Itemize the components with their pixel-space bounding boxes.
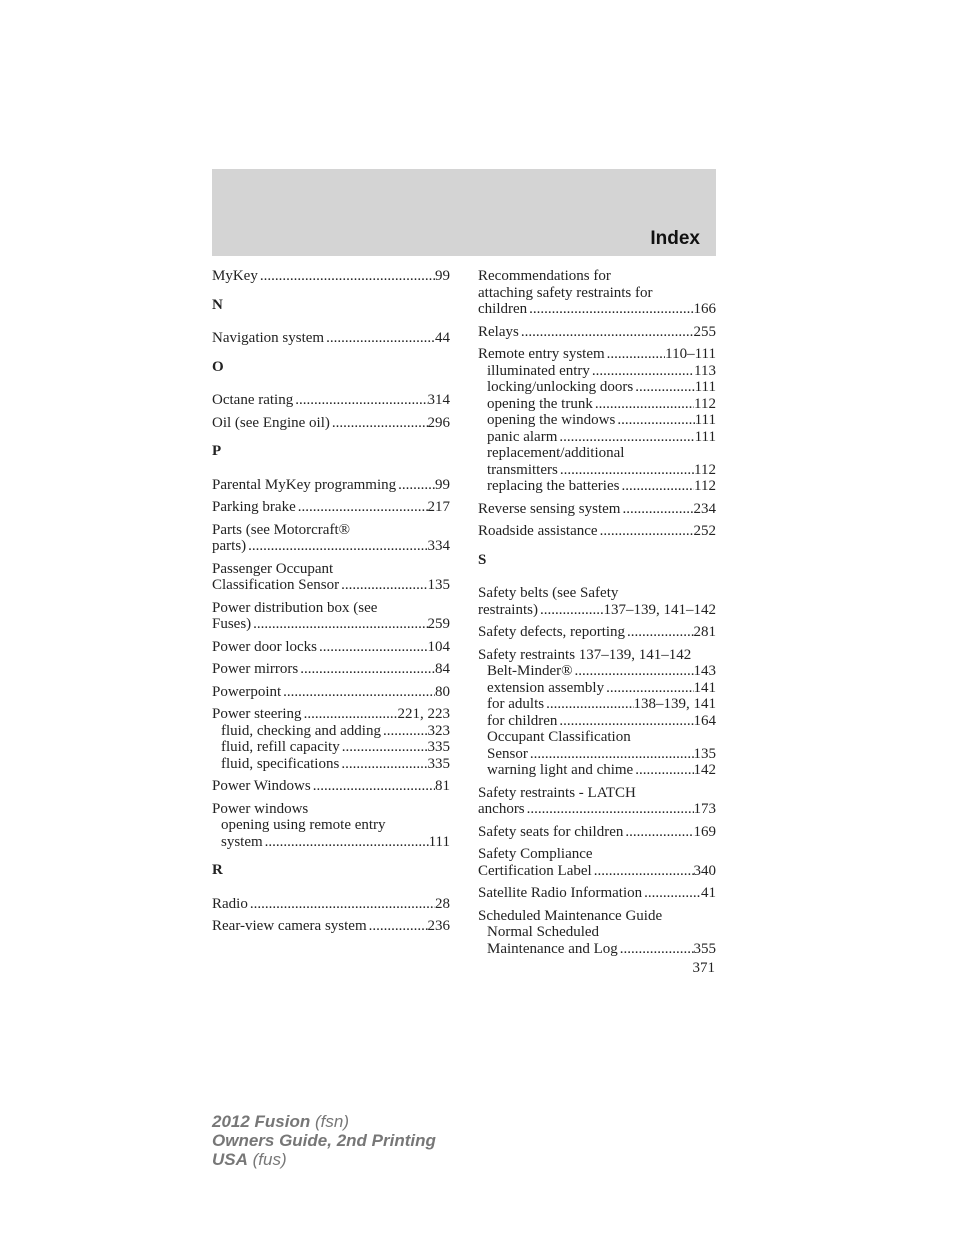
- entry-text: Safety defects, reporting: [478, 624, 626, 640]
- leader-dots: [590, 363, 694, 380]
- index-subentry-line: [478, 746, 716, 763]
- entry-text: parts): [212, 538, 247, 554]
- leader-dots: [618, 941, 694, 958]
- index-entry-line: [212, 538, 450, 555]
- entry-page-ref: 169: [693, 823, 716, 840]
- entry-page-ref: 221, 223: [397, 706, 450, 722]
- section-letter: S: [478, 551, 487, 568]
- entry-page-ref: 113: [694, 362, 716, 379]
- index-entry: [212, 392, 450, 409]
- page-number: 371: [692, 960, 715, 976]
- index-entry-line: [478, 324, 716, 341]
- section-letter: N: [212, 296, 223, 313]
- entry-page-ref: 296: [427, 414, 450, 431]
- index-entry: [212, 918, 450, 935]
- entry-page-ref: 252: [693, 523, 716, 539]
- section-letter: P: [212, 443, 222, 459]
- entry-text: Octane rating: [212, 392, 294, 408]
- leader-dots: [528, 746, 694, 763]
- index-entry: [478, 908, 716, 958]
- entry-text: locking/unlocking doors: [487, 379, 634, 395]
- index-entry-line: [478, 846, 716, 863]
- index-entry: [212, 600, 450, 633]
- entry-page-ref: 137–139, 141–142: [603, 601, 716, 618]
- entry-page-ref: 80: [435, 683, 450, 700]
- entry-page-ref: 41: [701, 885, 716, 901]
- entry-text: Power Windows: [212, 778, 311, 794]
- index-entry-line: [478, 585, 716, 602]
- index-entry: [212, 477, 450, 494]
- index-subentry-line: [478, 663, 716, 680]
- index-entry-line: [212, 415, 450, 432]
- index-subentry-line: [478, 429, 716, 446]
- entry-page-ref: 314: [427, 392, 450, 408]
- index-entry: [212, 706, 450, 772]
- entry-text: Power windows: [212, 800, 309, 817]
- entry-text: Sensor: [487, 745, 528, 762]
- index-subentry-line: [478, 478, 716, 495]
- index-entry: [212, 684, 450, 701]
- entry-page-ref: 104: [427, 638, 450, 655]
- index-entry-line: [478, 785, 716, 802]
- entry-text: opening using remote entry: [221, 817, 386, 833]
- footer: [212, 1112, 436, 1169]
- entry-text: Powerpoint: [212, 683, 282, 700]
- index-entry-line: [212, 896, 450, 913]
- index-subentry-line: [478, 363, 716, 380]
- leader-dots: [302, 706, 398, 723]
- entry-text: Power distribution box (see: [212, 599, 378, 616]
- index-entry: [478, 824, 716, 841]
- index-entry-line: [212, 661, 450, 678]
- index-entry: [212, 661, 450, 678]
- entry-page-ref: 340: [693, 862, 716, 879]
- index-entry: [478, 846, 716, 879]
- leader-dots: [330, 415, 428, 432]
- leader-dots: [296, 499, 428, 516]
- entry-page-ref: 111: [694, 428, 716, 445]
- index-entry-line: [212, 616, 450, 633]
- leader-dots: [593, 396, 694, 413]
- entry-text: fluid, refill capacity: [221, 739, 340, 755]
- index-subentry-line: [478, 696, 716, 713]
- index-entry: [212, 522, 450, 555]
- entry-text: Safety belts (see Safety: [478, 585, 619, 601]
- entry-text: Maintenance and Log: [487, 940, 618, 957]
- leader-dots: [615, 412, 694, 429]
- leader-dots: [527, 301, 693, 318]
- entry-text: panic alarm: [487, 428, 558, 445]
- footer-region-code: (fus): [252, 1150, 287, 1169]
- leader-dots: [381, 723, 428, 740]
- entry-page-ref: 323: [427, 722, 450, 739]
- section-letter: O: [212, 358, 224, 375]
- entry-text: Satellite Radio Information: [478, 885, 643, 901]
- entry-text: Power mirrors: [212, 661, 299, 677]
- footer-guide: Owners Guide, 2nd Printing: [212, 1131, 436, 1150]
- leader-dots: [248, 896, 435, 913]
- entry-text: Remote entry system: [478, 346, 605, 362]
- leader-dots: [263, 834, 429, 851]
- index-entry: [478, 268, 716, 318]
- index-entry: [212, 268, 450, 285]
- index-column-right: [478, 268, 716, 963]
- index-entry-line: [212, 499, 450, 516]
- index-entry-line: [212, 522, 450, 539]
- entry-text: Safety seats for children: [478, 823, 624, 840]
- index-subentry-line: [478, 713, 716, 730]
- entry-page-ref: 135: [427, 577, 450, 593]
- leader-dots: [525, 801, 694, 818]
- index-entry-line: [478, 801, 716, 818]
- leader-dots: [620, 501, 693, 518]
- entry-page-ref: 334: [427, 538, 450, 554]
- index-entry: [212, 330, 450, 347]
- index-entry-line: [478, 863, 716, 880]
- entry-text: Reverse sensing system: [478, 500, 621, 517]
- leader-dots: [598, 523, 694, 540]
- index-entry: [478, 785, 716, 818]
- index-subentry-line: [212, 723, 450, 740]
- entry-text: fluid, specifications: [221, 755, 340, 772]
- index-entry-line: [478, 647, 716, 664]
- entry-text: Parts (see Motorcraft®: [212, 521, 351, 538]
- index-entry: [478, 624, 716, 641]
- index-entry: [478, 585, 716, 618]
- leader-dots: [604, 680, 693, 697]
- entry-text: anchors: [478, 801, 525, 817]
- leader-dots: [251, 616, 427, 633]
- leader-dots: [625, 624, 693, 641]
- leader-dots: [317, 639, 428, 656]
- entry-text: Relays: [478, 323, 519, 340]
- leader-dots: [557, 713, 693, 730]
- entry-text: Roadside assistance: [478, 523, 598, 539]
- index-entry-line: [478, 501, 716, 518]
- index-entry-line: [212, 684, 450, 701]
- index-entry: [478, 647, 716, 779]
- entry-text: transmitters: [487, 461, 558, 478]
- index-entry-line: [478, 523, 716, 540]
- index-subentry-line: [212, 756, 450, 773]
- entry-text: system: [221, 833, 263, 850]
- leader-dots: [623, 824, 693, 841]
- entry-page-ref: 112: [694, 395, 716, 412]
- index-entry-line: [212, 778, 450, 795]
- entry-page-ref: 142: [693, 762, 716, 778]
- index-entry-line: [212, 561, 450, 578]
- entry-page-ref: 281: [693, 624, 716, 640]
- entry-page-ref: 99: [435, 476, 450, 493]
- leader-dots: [367, 918, 428, 935]
- entry-page-ref: 28: [435, 895, 450, 912]
- index-entry: [212, 801, 450, 851]
- leader-dots: [293, 392, 427, 409]
- footer-model: 2012 Fusion: [212, 1112, 311, 1131]
- index-entry-line: [478, 624, 716, 641]
- entry-page-ref: 44: [435, 330, 450, 346]
- footer-guide-line: [212, 1131, 436, 1150]
- index-subentry-line: [478, 941, 716, 958]
- entry-page-ref: 335: [427, 739, 450, 755]
- entry-page-ref: 355: [693, 940, 716, 957]
- index-subentry-line: [478, 924, 716, 941]
- leader-dots: [633, 762, 693, 779]
- index-subentry-line: [478, 379, 716, 396]
- entry-text: Oil (see Engine oil): [212, 414, 330, 431]
- leader-dots: [633, 379, 694, 396]
- index-entry-line: [478, 602, 716, 619]
- entry-page-ref: 164: [693, 712, 716, 729]
- leader-dots: [538, 602, 604, 619]
- leader-dots: [592, 863, 694, 880]
- entry-text: extension assembly: [487, 679, 605, 696]
- index-entry-line: [212, 577, 450, 594]
- entry-page-ref: 112: [694, 478, 716, 494]
- leader-dots: [298, 661, 435, 678]
- entry-page-ref: 110–111: [665, 346, 716, 362]
- index-subentry-line: [478, 462, 716, 479]
- index-entry: [212, 778, 450, 795]
- entry-page-ref: 173: [693, 801, 716, 817]
- entry-text: restraints): [478, 601, 538, 618]
- index-entry-line: [478, 285, 716, 302]
- entry-text: Fuses): [212, 616, 252, 632]
- index-entry-line: [212, 477, 450, 494]
- entry-page-ref: 234: [693, 500, 716, 517]
- entry-text: Safety restraints - LATCH: [478, 784, 636, 801]
- index-entry-line: [212, 706, 450, 723]
- entry-text: warning light and chime: [487, 762, 634, 778]
- entry-page-ref: 81: [435, 778, 450, 794]
- leader-dots: [573, 663, 694, 680]
- index-entry: [212, 896, 450, 913]
- entry-text: replacement/additional: [487, 445, 625, 461]
- index-subentry-line: [478, 729, 716, 746]
- entry-text: Occupant Classification: [487, 729, 631, 745]
- leader-dots: [339, 577, 427, 594]
- entry-page-ref: 255: [693, 323, 716, 340]
- leader-dots: [311, 778, 435, 795]
- entry-text: Belt-Minder®: [487, 663, 573, 679]
- leader-dots: [396, 477, 435, 494]
- entry-text: opening the windows: [487, 412, 616, 428]
- index-entry-line: [212, 600, 450, 617]
- entry-page-ref: 111: [694, 379, 716, 395]
- leader-dots: [557, 429, 694, 446]
- entry-text: replacing the batteries: [487, 478, 620, 494]
- entry-page-ref: 84: [435, 661, 450, 677]
- entry-page-ref: 335: [427, 755, 450, 772]
- footer-region: USA: [212, 1150, 248, 1169]
- index-entry-line: [212, 801, 450, 818]
- leader-dots: [558, 462, 694, 479]
- leader-dots: [281, 684, 435, 701]
- entry-text: Power steering: [212, 706, 302, 722]
- footer-model-code: (fsn): [315, 1112, 349, 1131]
- entry-text: Navigation system: [212, 330, 325, 346]
- index-entry-line: [478, 824, 716, 841]
- index-entry-line: [478, 346, 716, 363]
- leader-dots: [339, 756, 427, 773]
- index-entry: [478, 346, 716, 495]
- entry-page-ref: 99: [435, 268, 450, 284]
- index-entry: [478, 523, 716, 540]
- index-entry-line: [478, 301, 716, 318]
- entry-page-ref: 217: [427, 499, 450, 515]
- entry-text: Certification Label: [478, 862, 592, 879]
- entry-page-ref: 141: [693, 679, 716, 696]
- entry-text: Passenger Occupant: [212, 560, 334, 577]
- entry-page-ref: 111: [694, 412, 716, 428]
- index-entry: [478, 885, 716, 902]
- index-subentry-line: [478, 412, 716, 429]
- entry-text: Normal Scheduled: [487, 924, 600, 940]
- leader-dots: [324, 330, 435, 347]
- entry-text: Parking brake: [212, 499, 296, 515]
- index-subentry-line: [478, 680, 716, 697]
- index-entry-line: [212, 268, 450, 285]
- leader-dots: [340, 739, 428, 756]
- leader-dots: [605, 346, 666, 363]
- entry-text: Radio: [212, 895, 248, 912]
- index-entry: [212, 561, 450, 594]
- header-band: [212, 169, 716, 256]
- index-entry-line: [478, 908, 716, 925]
- entry-text: for adults: [487, 696, 545, 712]
- index-subentry-line: [212, 817, 450, 834]
- entry-text: Scheduled Maintenance Guide: [478, 907, 663, 924]
- entry-page-ref: 135: [693, 745, 716, 762]
- index-entry-line: [212, 392, 450, 409]
- entry-page-ref: 112: [694, 461, 716, 478]
- entry-text: Classification Sensor: [212, 577, 340, 593]
- index-entry: [212, 415, 450, 432]
- entry-text: Rear-view camera system: [212, 918, 367, 934]
- index-entry-line: [212, 330, 450, 347]
- entry-text: MyKey: [212, 268, 258, 284]
- index-subentry-line: [212, 834, 450, 851]
- entry-page-ref: 111: [428, 833, 450, 850]
- entry-text: fluid, checking and adding: [221, 722, 381, 739]
- entry-page-ref: 236: [427, 918, 450, 934]
- entry-page-ref: 166: [693, 301, 716, 317]
- index-entry-line: [212, 639, 450, 656]
- index-entry: [478, 501, 716, 518]
- leader-dots: [642, 885, 701, 902]
- index-entry-line: [478, 885, 716, 902]
- entry-text: attaching safety restraints for: [478, 284, 653, 301]
- leader-dots: [519, 324, 694, 341]
- leader-dots: [258, 268, 435, 285]
- index-subentry-line: [212, 739, 450, 756]
- entry-page-ref: 259: [427, 616, 450, 632]
- entry-page-ref: 138–139, 141: [633, 696, 716, 712]
- index-entry: [478, 324, 716, 341]
- index-column-left: [212, 268, 450, 941]
- leader-dots: [619, 478, 694, 495]
- leader-dots: [246, 538, 427, 555]
- index-entry: [212, 499, 450, 516]
- entry-text: Safety Compliance: [478, 846, 593, 862]
- index-subentry-line: [478, 396, 716, 413]
- leader-dots: [544, 696, 633, 713]
- index-entry: [212, 639, 450, 656]
- index-entry-line: [212, 918, 450, 935]
- entry-text: opening the trunk: [487, 395, 593, 412]
- footer-model-line: [212, 1112, 436, 1131]
- footer-region-line: [212, 1150, 436, 1169]
- index-subentry-line: [478, 445, 716, 462]
- entry-text: illuminated entry: [487, 362, 590, 379]
- index-subentry-line: [478, 762, 716, 779]
- entry-text: children: [478, 301, 528, 317]
- section-letter: R: [212, 862, 223, 878]
- entry-page-ref: 143: [693, 663, 716, 679]
- entry-text: Power door locks: [212, 638, 317, 655]
- entry-text: Safety restraints 137–139, 141–142: [478, 646, 692, 663]
- entry-text: Parental MyKey programming: [212, 476, 397, 493]
- page-title: Index: [650, 228, 700, 249]
- index-entry-line: [478, 268, 716, 285]
- entry-text: for children: [487, 712, 558, 729]
- entry-text: Recommendations for: [478, 268, 611, 284]
